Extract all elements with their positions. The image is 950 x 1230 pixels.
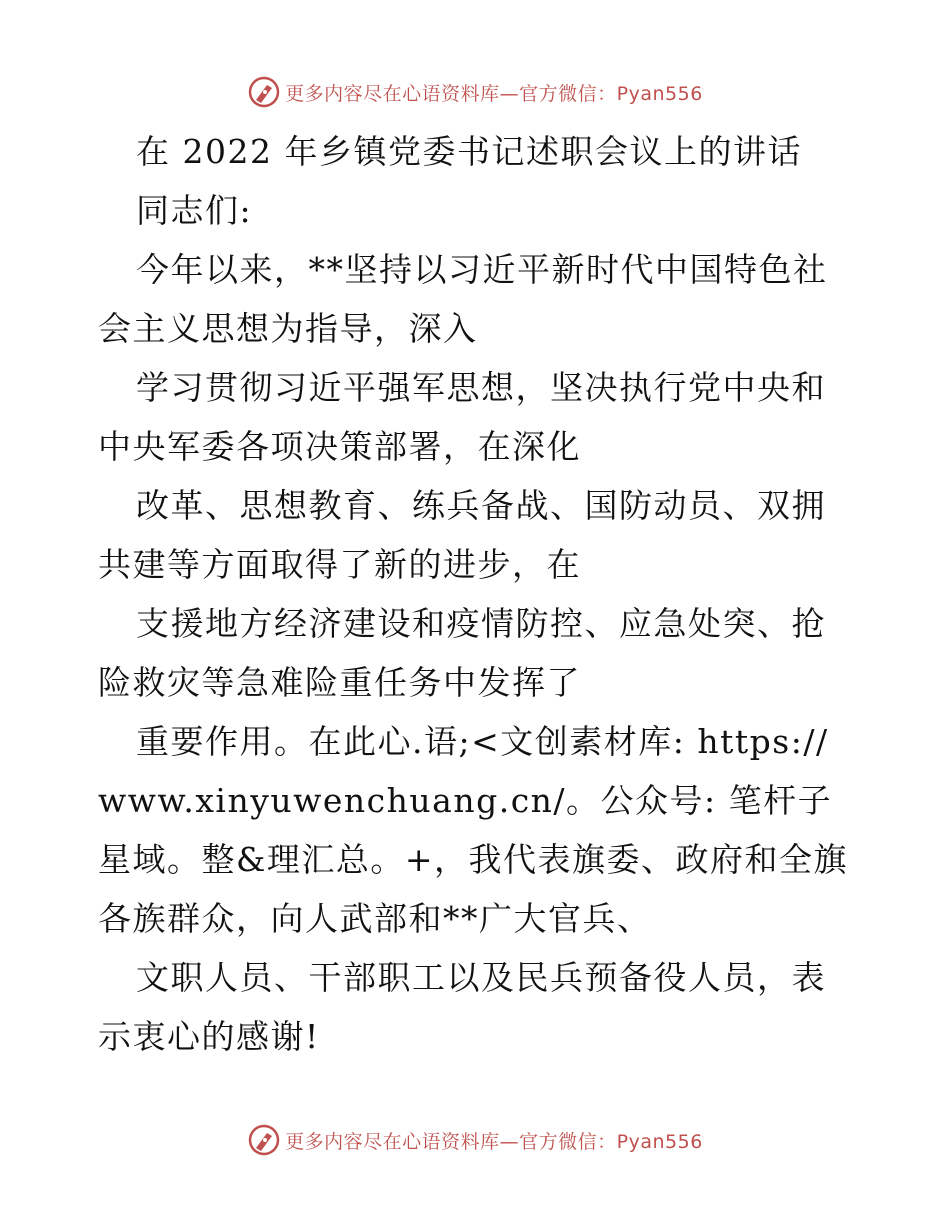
paragraph: 支援地方经济建设和疫情防控、应急处突、抢险救灾等急难险重任务中发挥了 [98,604,826,702]
footer-watermark-text: 更多内容尽在心语资料库—官方微信：Pyan556 [285,1130,703,1153]
salutation: 同志们: [136,191,253,230]
paragraph: 学习贯彻习近平强军思想，坚决执行党中央和中央军委各项决策部署，在深化 [98,368,826,466]
paragraph: 改革、思想教育、练兵备战、国防动员、双拥共建等方面取得了新的进步，在 [98,486,826,584]
pen-nib-logo-icon [247,75,281,109]
document-body [98,122,850,1066]
paragraph: 重要作用。在此心.语;<文创素材库: https://www.xinyuwenchuang.cn/。公众号: 笔杆子星域。整&理汇总。+，我代表旗委、政府和全旗各族群众，向人武部和**广大官兵、 [98,722,849,938]
header-watermark [0,72,950,112]
document-title: 在 2022 年乡镇党委书记述职会议上的讲话 [136,132,802,171]
footer-watermark [0,1120,950,1160]
pen-nib-logo-icon [247,1123,281,1157]
paragraph: 今年以来，**坚持以习近平新时代中国特色社会主义思想为指导，深入 [98,250,828,348]
header-watermark-text: 更多内容尽在心语资料库—官方微信：Pyan556 [285,82,703,105]
paragraph: 文职人员、干部职工以及民兵预备役人员，表示衷心的感谢! [98,958,826,1056]
